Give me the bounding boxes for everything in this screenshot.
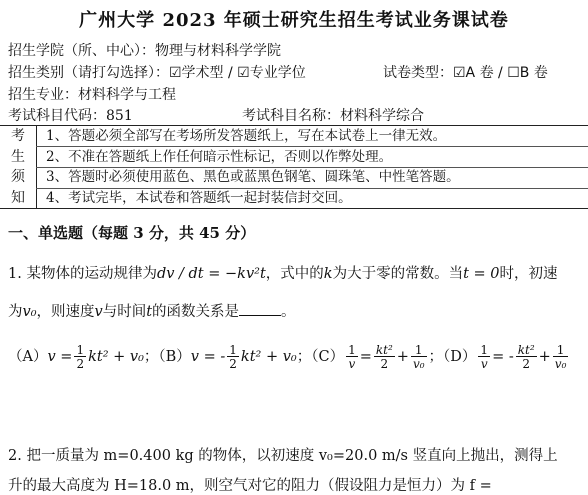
fraction	[411, 344, 427, 370]
subject-code-label: 考试科目代码：	[8, 108, 106, 124]
q1-text: 与时间	[102, 304, 147, 320]
fraction-numerator: kt²	[375, 343, 393, 357]
option-b-math: v = -	[190, 349, 226, 365]
notice-item: 4、考试完毕，本试卷和答题纸一起封装信封交回。	[46, 189, 352, 206]
notice-item: 3、答题时必须使用蓝色、黑色或蓝黑色钢笔、圆珠笔、中性笔答题。	[46, 169, 460, 185]
college-label: 招生学院（所、中心）：	[8, 43, 155, 59]
major-label: 招生专业：	[8, 87, 78, 103]
fraction-numerator: 1	[229, 343, 237, 357]
subject-code-value: 851	[106, 108, 133, 124]
paper-type-b-checkbox: ☐B 卷	[507, 65, 548, 81]
question-2-line-2: 升的最大高度为 H=18.0 m，则空气对它的阻力（假设阻力是恒力）为 f =	[8, 478, 492, 494]
section-heading: 一、单选题（每题 3 分，共 45 分）	[8, 224, 256, 242]
fraction-denominator: v₀	[554, 357, 567, 371]
notice-side-label	[0, 126, 37, 208]
q1-text: ，则速度	[36, 304, 95, 320]
fraction-denominator: v₀	[412, 357, 425, 371]
paper-type-label: 试卷类型：	[383, 65, 453, 81]
fraction-numerator: 1	[480, 343, 489, 357]
notice-side-char: 知	[11, 189, 25, 206]
college-row	[8, 40, 281, 60]
q1-equation: dv / dt = −kv²t	[156, 266, 266, 282]
option-c-label: ；（C）	[296, 349, 345, 365]
question-2-line-1: 2. 把一质量为 m=0.400 kg 的物体，以初速度 v₀=20.0 m/s 竖直向上抛出，测得上	[8, 448, 558, 464]
fraction	[74, 344, 86, 370]
fraction	[374, 344, 395, 370]
q1-text: 为	[8, 304, 23, 320]
fraction-denominator: 2	[76, 357, 85, 371]
category-row	[8, 62, 306, 82]
subject-name-value: 材料科学综合	[340, 108, 424, 124]
fraction-denominator: v	[480, 357, 488, 371]
option-a-math: kt² + v₀	[88, 349, 144, 365]
option-b-label: ；（B）	[143, 349, 191, 365]
fraction-denominator: 2	[229, 357, 237, 371]
option-c-math: =	[359, 349, 372, 365]
category-academic-checkbox: ☑学术型 /	[169, 65, 238, 81]
q1-var-t: t	[146, 304, 153, 320]
notice-item: 1、答题必须全部写在考场所发答题纸上，写在本试卷上一律无效。	[46, 128, 447, 144]
major-value: 材料科学与工程	[78, 87, 176, 103]
paper-type-a-checkbox: ☑A 卷 /	[453, 65, 508, 81]
fraction	[346, 344, 358, 370]
fraction-denominator: v	[348, 357, 356, 371]
fraction-numerator: 1	[348, 343, 356, 357]
major-row	[8, 84, 176, 104]
fraction-numerator: 1	[411, 344, 427, 357]
q1-var-v: v	[94, 304, 103, 320]
subject-name-label: 考试科目名称：	[242, 108, 340, 124]
college-value: 物理与材料科学学院	[155, 43, 281, 59]
fraction	[516, 344, 537, 370]
q1-text: 。	[281, 304, 296, 320]
question-1-line-2	[8, 300, 296, 321]
fraction-denominator: 2	[380, 357, 389, 371]
q1-var-k: k	[323, 266, 333, 282]
option-d-label: ；（D）	[428, 349, 477, 365]
option-b-math: kt² + v₀	[240, 349, 297, 365]
q1-var-v0: v₀	[22, 304, 37, 320]
paper-type-row	[383, 62, 548, 82]
notice-item: 2、不准在答题纸上作任何暗示性标记，否则以作弊处理。	[46, 148, 393, 165]
answer-blank	[239, 301, 281, 316]
q1-text: 的函数关系是	[152, 304, 240, 320]
option-c-math: +	[396, 349, 409, 365]
exam-title: 广州大学 2023 年硕士研究生招生考试业务课试卷	[79, 10, 509, 31]
question-1-options	[8, 344, 570, 370]
option-a-math: v =	[47, 349, 73, 365]
fraction-numerator: 1	[76, 343, 85, 357]
fraction-numerator: 1	[553, 344, 569, 357]
category-professional-checkbox: ☑专业学位	[237, 65, 306, 81]
fraction-denominator: 2	[522, 357, 530, 371]
notice-side-char: 考	[11, 128, 25, 144]
fraction-numerator: kt²	[517, 343, 535, 357]
fraction	[553, 344, 569, 370]
fraction	[227, 344, 239, 370]
question-1-line-1	[8, 262, 558, 283]
fraction	[478, 344, 490, 370]
q1-text: 为大于零的常数。当	[332, 266, 464, 282]
option-a-label: （A）	[8, 349, 48, 365]
subject-name-row	[242, 105, 424, 125]
subject-code-row	[8, 105, 133, 125]
q1-text: 1. 某物体的运动规律为	[8, 266, 157, 282]
q1-condition: t = 0	[463, 266, 500, 282]
option-d-math: = -	[492, 349, 514, 365]
q1-text: ，式中的	[265, 266, 324, 282]
option-d-math: +	[538, 349, 551, 365]
exam-notice-box	[0, 125, 588, 209]
q1-text: 时，初速	[499, 266, 558, 282]
category-label: 招生类别（请打勾选择）：	[8, 65, 169, 81]
notice-side-char: 生	[11, 148, 25, 165]
notice-side-char: 须	[11, 169, 25, 185]
